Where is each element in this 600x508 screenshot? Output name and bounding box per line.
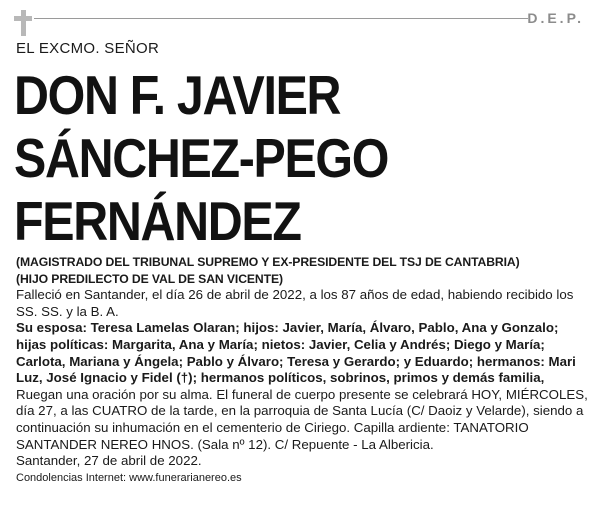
cross-icon [14,10,32,36]
family-list: Su esposa: Teresa Lamelas Olaran; hijos: Javier, María, Álvaro, Pablo, Ana y Gonzalo; hijas políticas: Margarita, Ana y María; nietos: Javier, Celia y Andrés; Diego y María; Carlota, Mariana y Ángela; Pablo y Álvaro; Teresa y Gerardo; y Eduardo; hermanos: Mari Luz, José Ignacio y Fidel (†); hermanos políticos, sobrinos, primos y demás familia, [16,320,576,386]
funeral-details: Ruegan una oración por su alma. El funeral de cuerpo presente se celebrará HOY, MIÉRCOLES, día 27, a las CUATRO de la tarde, en la parroquia de Santa Lucía (C/ Daoiz y Velarde), siendo a continuación su inhumación en el cementerio de Ciriego. Capilla ardiente: TANATORIO SANTANDER NEREO HNOS. (Sala nº 12). C/ Repuente - La Albericia. [16,386,588,452]
name-line-3: FERNÁNDEZ [14,190,301,252]
honorific: EL EXCMO. SEÑOR [16,40,160,57]
title-line-1: (MAGISTRADO DEL TRIBUNAL SUPREMO Y EX-PRESIDENTE DEL TSJ DE CANTABRIA) [16,255,520,269]
death-notice: Falleció en Santander, el día 26 de abril de 2022, a los 87 años de edad, habiendo recibido los SS. SS. y la B. A. [16,287,574,319]
date-line: Santander, 27 de abril de 2022. [16,453,202,469]
notice-body [16,254,588,485]
name-line-2: SÁNCHEZ-PEGO [14,127,389,189]
condolences-line: Condolencias Internet: www.funerarianereo.es [16,471,242,484]
header-rule [34,18,528,19]
name-line-1: DON F. JAVIER [14,64,341,126]
deceased-name [14,64,388,253]
title-line-2: (HIJO PREDILECTO DE VAL DE SAN VICENTE) [16,271,283,286]
dep-label: D.E.P. [527,10,584,26]
